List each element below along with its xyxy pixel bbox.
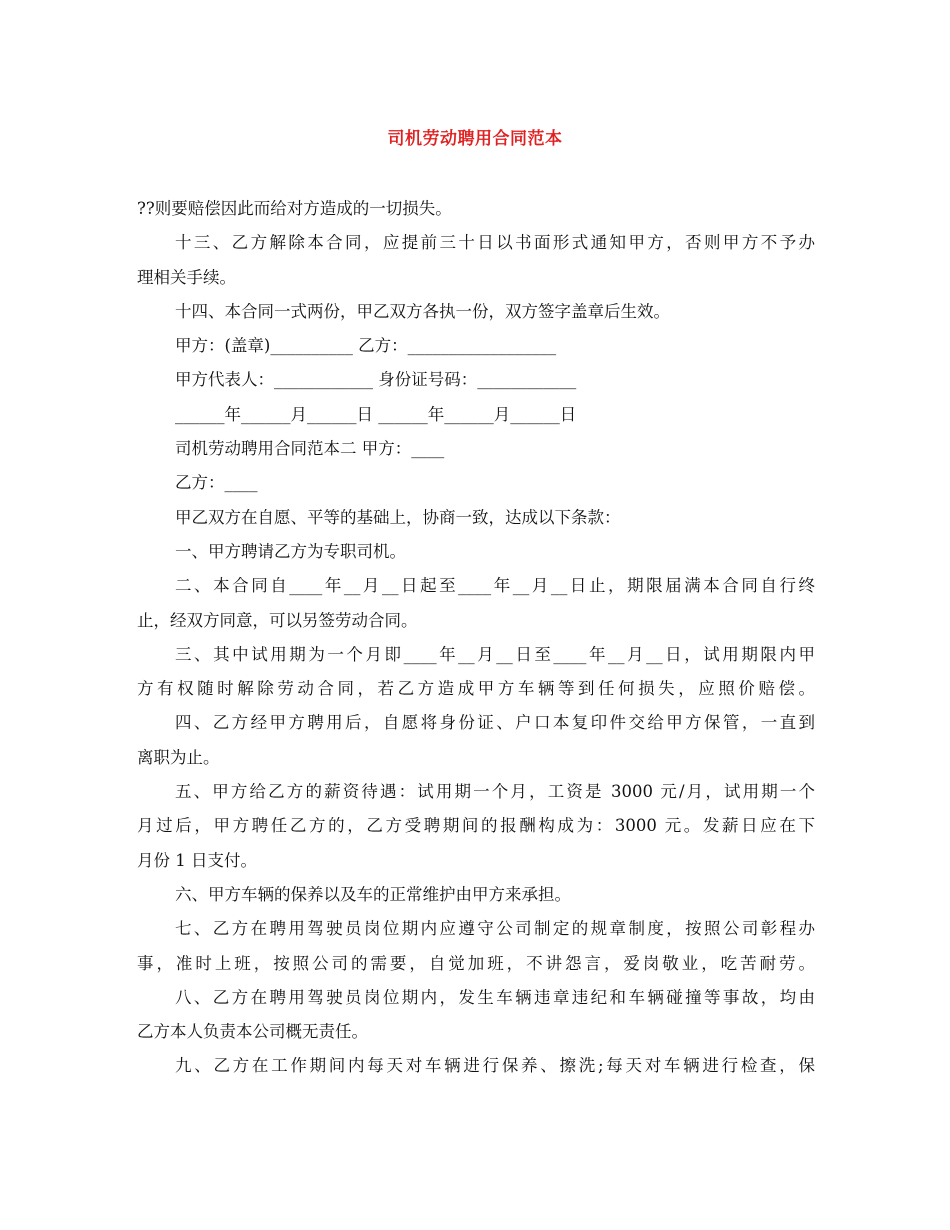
text-line: 乙方：____ [175,473,258,493]
text-line: 月过后，甲方聘任乙方的，乙方受聘期间的报酬构成为：3000 元。发薪日应在下 [137,816,815,836]
text-line: 止，经双方同意，可以另签劳动合同。 [137,610,418,630]
text-line: 甲乙双方在自愿、平等的基础上，协商一致，达成以下条款： [175,507,621,527]
section-heading: 司机劳动聘用合同范本二 甲方：____ [175,439,445,459]
text-line: 三、其中试用期为一个月即____年__月__日至____年__月__日，试用期限内甲 [175,644,815,664]
document-title: 司机劳动聘用合同范本 [387,129,563,149]
text-line: 一、甲方聘请乙方为专职司机。 [175,541,406,561]
text-line: 乙方本人负责本公司概无责任。 [137,1022,368,1042]
text-line: 二、本合同自____年__月__日起至____年__月__日止，期限届满本合同自行终 [175,576,815,596]
text-line: 十三、乙方解除本合同，应提前三十日以书面形式通知甲方，否则甲方不予办 [175,233,815,253]
signature-line: 甲方代表人：____________ 身份证号码：____________ [175,370,577,390]
text-line: 事，准时上班，按照公司的需要，自觉加班，不讲怨言，爱岗敬业，吃苦耐劳。 [137,953,815,973]
text-line: 七、乙方在聘用驾驶员岗位期内应遵守公司制定的规章制度，按照公司彰程办 [175,919,815,939]
signature-line: 甲方：(盖章)__________ 乙方：__________________ [175,336,557,356]
text-line: 方有权随时解除劳动合同，若乙方造成甲方车辆等到任何损失，应照价赔偿。 [137,679,815,699]
text-line: 月份 1 日支付。 [137,850,257,870]
text-line: 八、乙方在聘用驾驶员岗位期内，发生车辆违章违纪和车辆碰撞等事故，均由 [175,987,815,1007]
text-line: 离职为止。 [137,747,220,767]
text-line: 十四、本合同一式两份，甲乙双方各执一份，双方签字盖章后生效。 [175,301,670,321]
text-line: 九、乙方在工作期间内每天对车辆进行保养、擦洗;每天对车辆进行检查，保 [175,1056,815,1076]
text-line: 五、甲方给乙方的薪资待遇：试用期一个月，工资是 3000 元/月，试用期一个 [175,782,815,802]
document-body [137,192,815,1084]
text-line: 理相关手续。 [137,267,236,287]
text-line: ??则要赔偿因此而给对方造成的一切损失。 [137,199,452,218]
date-line: ______年______月______日 ______年______月______日 [175,404,577,424]
text-line: 四、乙方经甲方聘用后，自愿将身份证、户口本复印件交给甲方保管，一直到 [175,713,815,733]
text-line: 六、甲方车辆的保养以及车的正常维护由甲方来承担。 [175,884,571,904]
